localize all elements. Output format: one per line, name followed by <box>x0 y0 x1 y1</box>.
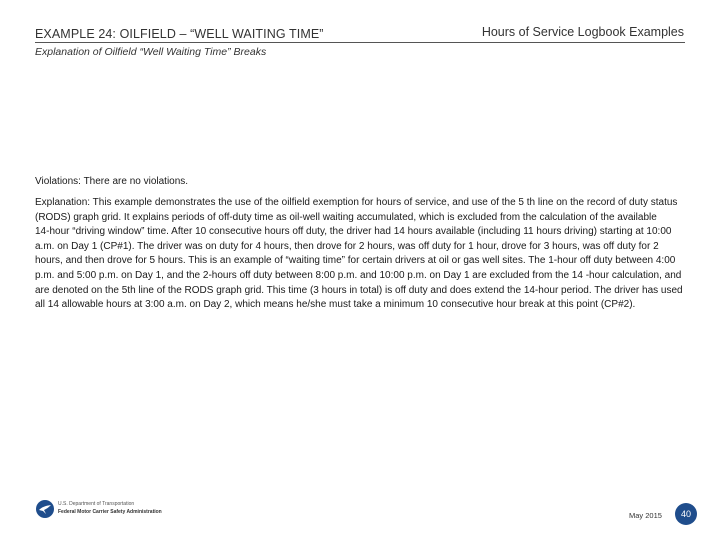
page-number-badge: 40 <box>675 503 697 525</box>
explanation-paragraph <box>35 196 685 313</box>
example-title: EXAMPLE 24: OILFIELD – “WELL WAITING TIME” <box>35 27 324 41</box>
logo-agency-text: Federal Motor Carrier Safety Administration <box>58 509 162 515</box>
logo-department-text: U.S. Department of Transportation <box>58 501 135 507</box>
footer-date: May 2015 <box>629 511 662 520</box>
explanation-label: Explanation: <box>35 197 91 208</box>
dot-eagle-icon <box>36 500 54 518</box>
header-divider <box>35 42 685 43</box>
page-subtitle: Explanation of Oilfield “Well Waiting Time” Breaks <box>35 46 267 58</box>
violations-text: There are no violations. <box>80 176 189 187</box>
violations-paragraph <box>35 176 188 187</box>
fmcsa-logo <box>36 500 196 520</box>
violations-label: Violations: <box>35 176 81 187</box>
explanation-text: This example demonstrates the use of the oilfield exemption for hours of service, and use of the 5 th line on the record of duty status (RODS) graph grid. It explains periods of off‑duty time as oil‑well waiting accumulated, which is excluded from the calculation of the available 14‑hour “driving window” time. After 10 consecutive hours off duty, the driver had 14 hours available (including 11 hours driving) starting at 10:00 a.m. on Day 1 (CP#1). The driver was on duty for 4 hours, then drove for 2 hours, was off duty for 1 hour, drove for 3 hours, was off duty for 2 hours, and then drove for 5 hours. This is an example of “waiting time” for certain drivers at oil or gas well sites. The 1‑hour off duty between 4:00 p.m. and 5:00 p.m. on Day 1, and the 2‑hours off duty between 8:00 p.m. and 10:00 p.m. on Day 1 are excluded from the 14 ‑hour calculation, and are denoted on the 5th line of the RODS graph grid. This time (3 hours in total) is off duty and does extend the 14‑hour period. The driver has used all 14 allowable hours at 3:00 a.m. on Day 2, which means he/she must take a minimum 10 consecutive hour break at this point (CP#2). <box>35 197 683 311</box>
document-title: Hours of Service Logbook Examples <box>481 25 684 39</box>
